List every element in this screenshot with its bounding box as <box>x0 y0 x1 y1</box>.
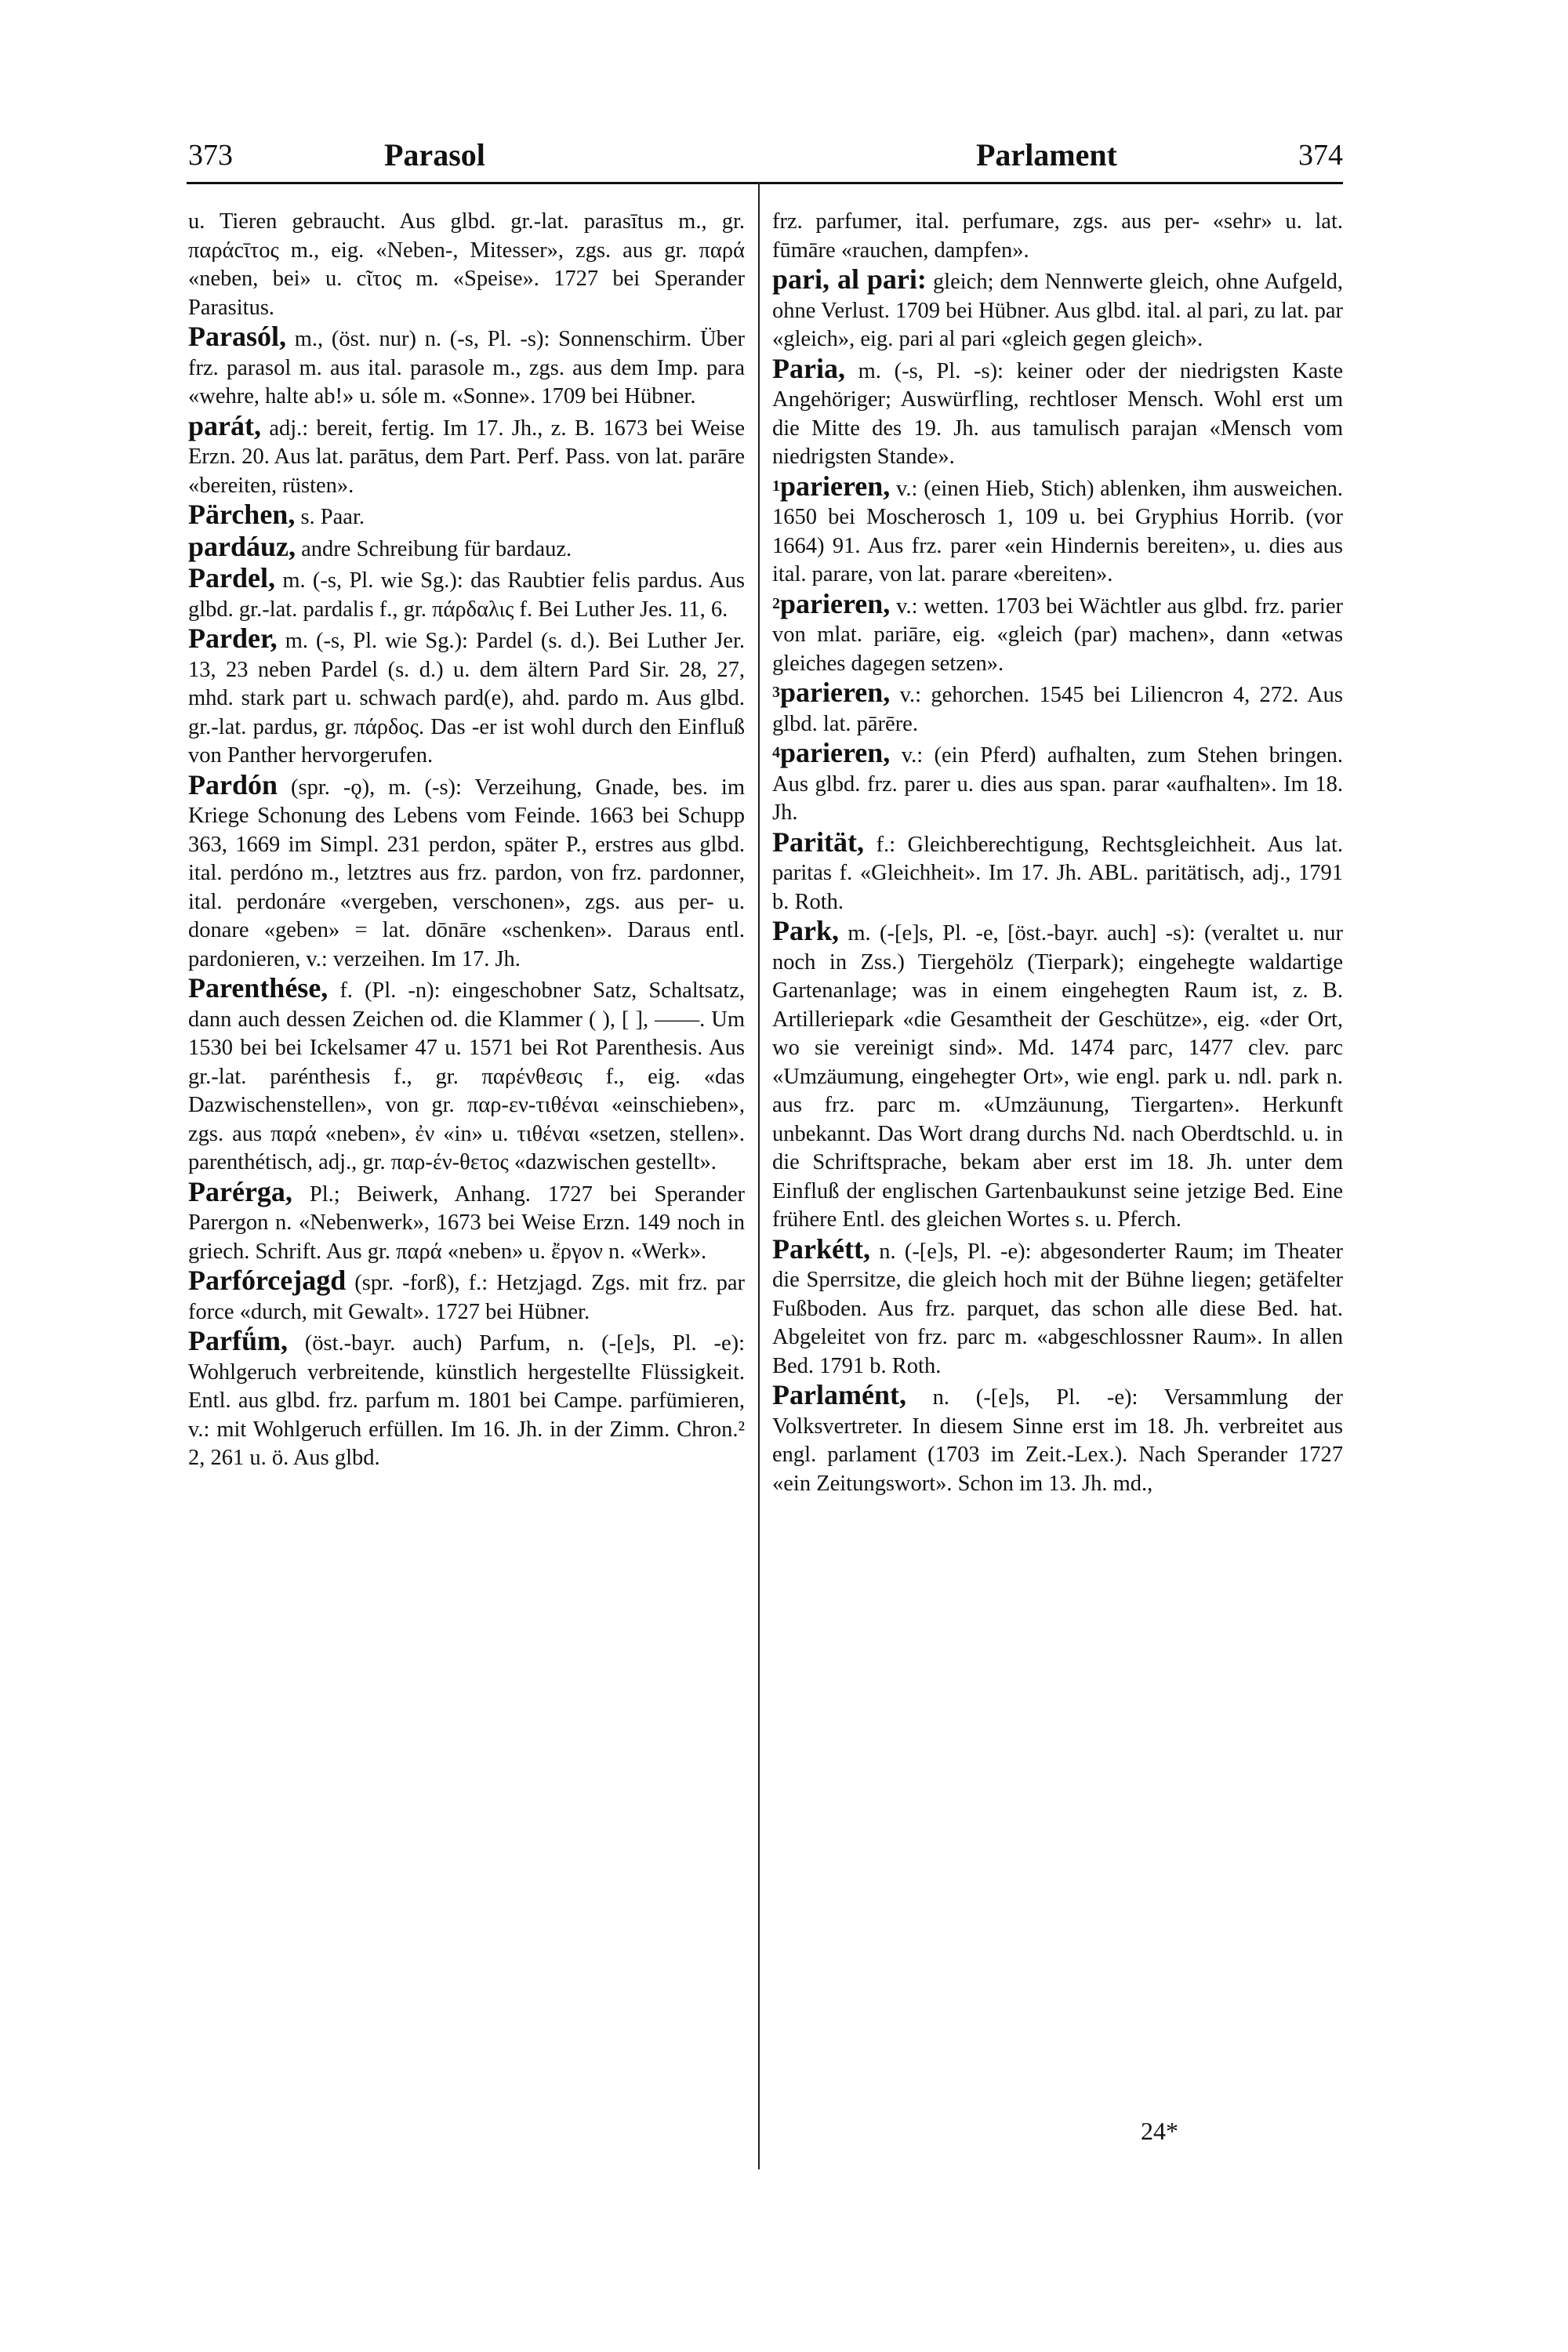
dictionary-entry <box>188 1266 745 1327</box>
dictionary-entry <box>188 208 745 322</box>
entry-text: v.: (ein Pferd) aufhalten, zum Stehen bringen. Aus glbd. frz. parer u. dies aus span. parar «aufhalten». Im 18. Jh. <box>772 743 1343 825</box>
dictionary-entry <box>188 564 745 624</box>
dictionary-entry <box>188 409 745 501</box>
entry-text: (spr. -forß), f.: Hetzjagd. Zgs. mit frz. par force «durch, mit Gewalt». 1727 bei Hübner. <box>188 1271 745 1324</box>
signature-mark: 24* <box>1141 2117 1178 2145</box>
entry-text: v.: (einen Hieb, Stich) ablenken, ihm ausweichen. 1650 bei Moscherosch 1, 109 u. bei Gryphius Horrib. (vor 1664) 91. Aus frz. parer «ein Hindernis bereiten», u. dies aus ital. parare, von lat. parare «bereiten». <box>772 476 1343 586</box>
entry-text: m. (-[e]s, Pl. -e, [öst.-bayr. auch] -s): (veraltet u. nur noch in Zss.) Tiergehölz (Tierpark); eingehegte waldartige Gartenanlage; was in einem eingehegten Raum ist, z. B. Artilleriepark «die Gesamtheit der Geschütze», eig. «der Ort, wo sie vereinigt sind». Md. 1474 parc, 1477 clev. parc «Umzäumung, eingehegter Ort», wie engl. park u. ndl. park n. aus frz. parc m. «Umzäunung, Tiergarten». Herkunft unbekannt. Das Wort drang durchs Nd. nach Oberdtschld. u. in die Schriftsprache, bekam aber erst im 18. Jh. unter dem Einfluß der englischen Gartenbaukunst seine jetzige Bed. Eine frühere Entl. des gleichen Wortes s. u. Pferch. <box>772 921 1343 1232</box>
dictionary-entry <box>772 587 1343 679</box>
entry-text: m., (öst. nur) n. (-s, Pl. -s): Sonnenschirm. Über frz. parasol m. aus ital. parasole m., zgs. aus dem Imp. para «wehre, halte ab!» u. sóle m. «Sonne». 1709 bei Hübner. <box>188 327 745 408</box>
homograph-number: 4 <box>772 744 780 761</box>
entry-text: n. (-[e]s, Pl. -e): Versammlung der Volksvertreter. In diesem Sinne erst im 18. Jh. verbreitet aus engl. parlament (1703 im Zeit.-Lex.). Nach Sperander 1727 «ein Zeitungswort». Schon im 13. Jh. md., <box>772 1385 1343 1496</box>
entry-text: m. (-s, Pl. wie Sg.): das Raubtier felis pardus. Aus glbd. gr.-lat. pardalis f., gr. πάρδαλις f. Bei Luther Jes. 11, 6. <box>188 568 745 622</box>
homograph-number: 2 <box>772 594 780 612</box>
entry-headword: Parkétt, <box>772 1232 870 1265</box>
right-keyword: Parlament <box>976 137 1117 172</box>
entry-text: m. (-s, Pl. wie Sg.): Pardel (s. d.). Bei Luther Jer. 13, 23 neben Pardel (s. d.) u. dem ältern Pard Sir. 28, 27, mhd. stark part u. schwach pard(e), ahd. pardo m. Aus glbd. gr.-lat. pardus, gr. πάρδος. Das -er ist wohl durch den Einfluß von Panther hervorgerufen. <box>188 629 745 768</box>
running-header <box>188 132 1343 177</box>
entry-text: m. (-s, Pl. -s): keiner oder der niedrigsten Kaste Angehöriger; Auswürfling, rechtloser Mensch. Wohl erst um die Mitte des 19. Jh. aus tamulisch parajan «Mensch vom niedrigsten Stande». <box>772 358 1343 469</box>
left-keyword: Parasol <box>384 137 485 172</box>
entry-text: gleich; dem Nennwerte gleich, ohne Aufgeld, ohne Verlust. 1709 bei Hübner. Aus glbd. ital. al pari, zu lat. par «gleich», eig. pari al pari «gleich gegen gleich». <box>772 270 1343 351</box>
dictionary-entry <box>188 1327 745 1473</box>
dictionary-entry <box>188 768 745 975</box>
entry-headword: parieren, <box>780 677 891 708</box>
entry-text: (spr. -ǫ), m. (-s): Verzeihung, Gnade, bes. im Kriege Schonung des Lebens vom Feinde. 1663 bei Schupp 363, 1669 im Simpl. 231 perdon, später P., erstres aus glbd. ital. perdóno m., letztres aus frz. pardon, von frz. pardonner, ital. perdonáre «vergeben, verschonen», zgs. aus per- u. donare «geben» = lat. dōnāre «schenken». Daraus entl. pardonieren, v.: verzeihen. Im 17. Jh. <box>188 775 745 971</box>
dictionary-entry <box>772 828 1343 917</box>
entry-text: f. (Pl. -n): eingeschobner Satz, Schaltsatz, dann auch dessen Zeichen od. die Klammer ( ), [ ], ——. Um 1530 bei bei Ickelsamer 47 u. 1571 bei Rot Parenthesis. Aus gr.-lat. parénthesis f., gr. παρένθεσις f., eig. «das Dazwischenstellen», von gr. παρ-εν-τιθέναι «einschieben», zgs. aus παρά «neben», ἐν «in» u. τιθέναι «setzen, stellen». parenthétisch, adj., gr. παρ-έν-θετος «dazwischen gestellt». <box>188 978 745 1174</box>
left-column <box>188 208 745 1473</box>
entry-headword: parieren, <box>780 470 891 502</box>
right-page-number: 374 <box>1298 139 1343 172</box>
entry-headword: Park, <box>772 915 839 946</box>
entry-text: f.: Gleichberechtigung, Rechtsgleichheit. Aus lat. paritas f. «Gleichheit». Im 17. Jh. ABL. paritätisch, adj., 1791 b. Roth. <box>772 832 1343 914</box>
entry-text: v.: gehorchen. 1545 bei Liliencron 4, 272. Aus glbd. lat. pārēre. <box>772 683 1343 736</box>
entry-text: andre Schreibung für bardauz. <box>301 536 572 561</box>
dictionary-entry <box>772 1381 1343 1498</box>
entry-headword: Parérga, <box>188 1175 292 1207</box>
entry-text: Pl.; Beiwerk, Anhang. 1727 bei Sperander Parergon n. «Nebenwerk», 1673 bei Weise Erzn. 149 noch in griech. Schrift. Aus gr. παρά «neben» u. ἔργον n. «Werk». <box>188 1181 745 1264</box>
dictionary-entry <box>772 739 1343 828</box>
header-rule <box>187 182 1343 184</box>
entry-headword: pardáuz, <box>188 530 296 562</box>
entry-text: s. Paar. <box>300 505 365 529</box>
dictionary-entry <box>772 1232 1343 1381</box>
entry-text: frz. parfumer, ital. perfumare, zgs. aus per- «sehr» u. lat. fūmāre «rauchen, dampfen». <box>772 209 1343 263</box>
dictionary-entry <box>772 472 1343 590</box>
left-page-number: 373 <box>188 139 233 172</box>
entry-headword: parieren, <box>780 587 891 619</box>
entry-headword: parieren, <box>780 737 891 768</box>
entry-headword: Parfǘm, <box>188 1325 288 1356</box>
entry-text: v.: wetten. 1703 bei Wächtler aus glbd. frz. parier von mlat. pariāre, eig. «gleich (par) machen», dann «etwas gleiches dagegen setzen». <box>772 593 1343 676</box>
entry-text: adj.: bereit, fertig. Im 17. Jh., z. B. 1673 bei Weise Erzn. 20. Aus lat. parātus, dem Part. Perf. Pass. von lat. parāre «bereiten, rüsten». <box>188 416 745 498</box>
entry-headword: Parfórcejagd <box>188 1265 347 1296</box>
entry-headword: Parlamént, <box>772 1379 906 1410</box>
dictionary-entry <box>188 532 745 564</box>
entry-headword: Paria, <box>772 352 845 384</box>
right-column <box>772 208 1343 1498</box>
entry-headword: Pardón <box>188 768 278 800</box>
entry-headword: Pärchen, <box>188 499 296 530</box>
entry-headword: parát, <box>188 409 261 441</box>
dictionary-entry <box>188 500 745 532</box>
entry-headword: Parder, <box>188 622 278 654</box>
dictionary-entry <box>188 1175 745 1267</box>
dictionary-entry <box>772 265 1343 354</box>
dictionary-entry <box>772 678 1343 739</box>
column-divider <box>758 182 760 2169</box>
dictionary-entry <box>772 354 1343 472</box>
entry-headword: Parenthése, <box>188 972 328 1004</box>
entry-text: (öst.-bayr. auch) Parfum, n. (-[e]s, Pl. -e): Wohlgeruch verbreitende, künstlich hergestellte Flüssigkeit. Entl. aus glbd. frz. parfum m. 1801 bei Campe. parfümieren, v.: mit Wohlgeruch erfüllen. Im 16. Jh. in der Zimm. Chron.² 2, 261 u. ö. Aus glbd. <box>188 1331 745 1470</box>
dictionary-entry <box>772 916 1343 1235</box>
entry-text: n. (-[e]s, Pl. -e): abgesonderter Raum; im Theater die Sperrsitze, die gleich hoch mit der Bühne liegen; getäfelter Fußboden. Aus frz. parquet, das schon alle diese Bed. hat. Abgeleitet von frz. parc m. «abgeschlossner Raum». In allen Bed. 1791 b. Roth. <box>772 1239 1343 1378</box>
entry-text: u. Tieren gebraucht. Aus glbd. gr.-lat. parasītus m., gr. παράcῑτος m., eig. «Neben-, Mitesser», zgs. aus gr. παρά «neben, bei» u. cῖτος m. «Speise». 1727 bei Sperander Parasitus. <box>188 209 745 320</box>
entry-headword: Parasól, <box>188 321 286 352</box>
homograph-number: 3 <box>772 684 780 701</box>
dictionary-entry <box>188 322 745 412</box>
homograph-number: 1 <box>772 477 780 495</box>
dictionary-entry <box>188 974 745 1178</box>
entry-headword: Pardel, <box>188 562 275 593</box>
entry-headword: pari, al pari: <box>772 263 927 295</box>
entry-headword: Parität, <box>772 826 864 858</box>
dictionary-entry <box>772 208 1343 265</box>
dictionary-entry <box>188 624 745 771</box>
